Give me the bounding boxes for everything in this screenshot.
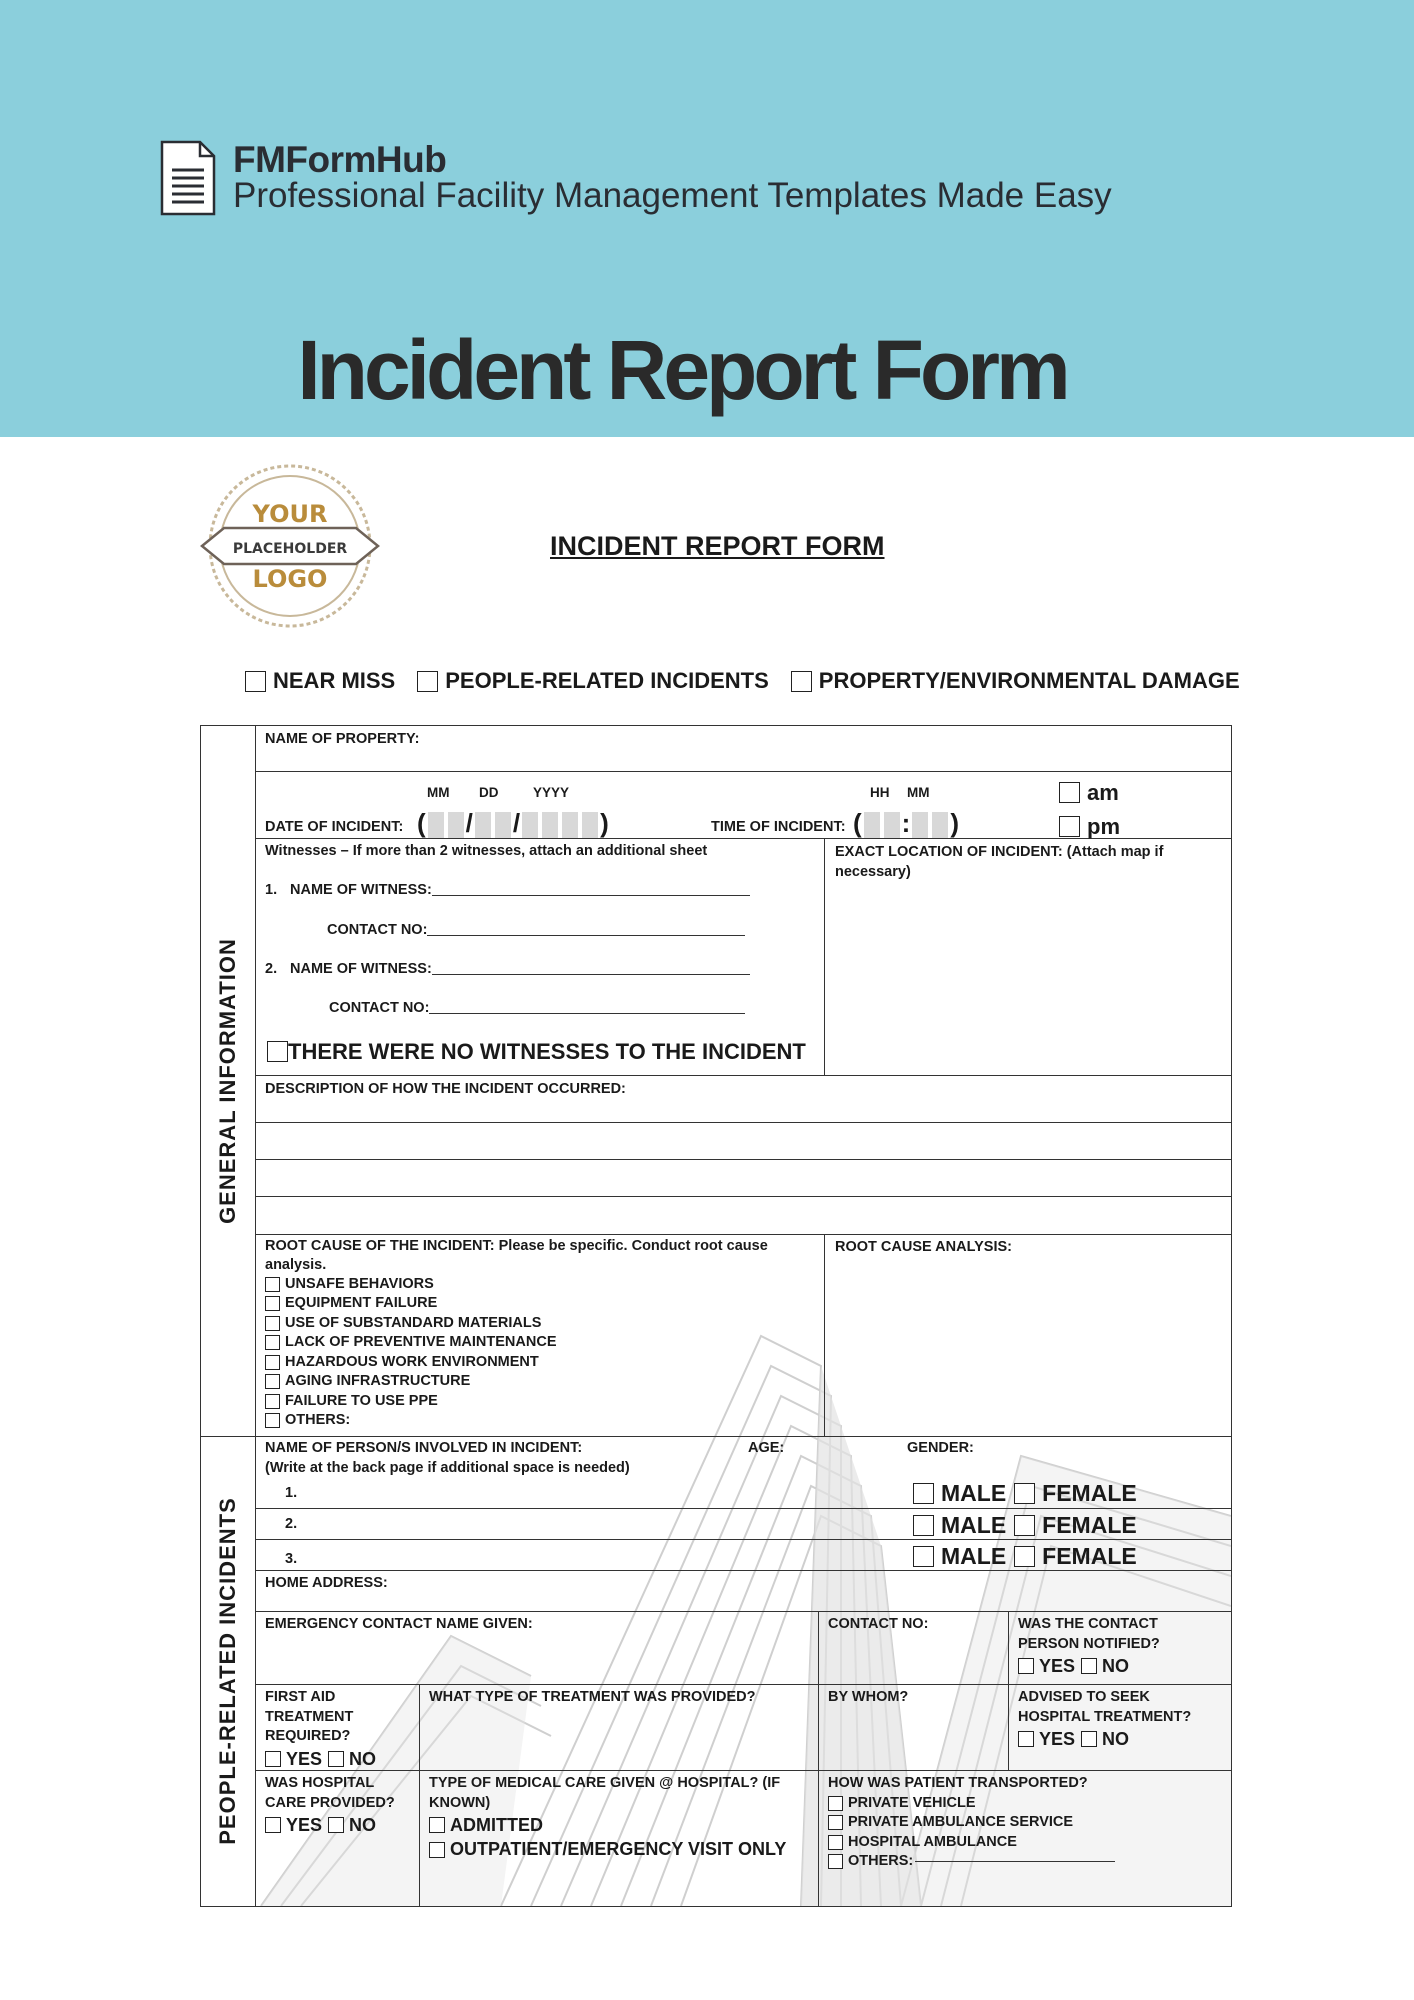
checkbox[interactable] xyxy=(265,1296,280,1311)
page-title: Incident Report Form xyxy=(297,323,1067,417)
witness-2-number: 2. xyxy=(265,961,278,977)
emergency-contact-field[interactable]: EMERGENCY CONTACT NAME GIVEN: xyxy=(265,1616,533,1632)
witness-2-name-field[interactable]: NAME OF WITNESS: xyxy=(290,960,750,980)
incident-form-table xyxy=(200,725,1232,1907)
checkbox[interactable] xyxy=(265,1316,280,1331)
witness-header: Witnesses – If more than 2 witnesses, attach an additional sheet xyxy=(265,843,708,859)
root-cause-label: ROOT CAUSE OF THE INCIDENT: Please be specific. Conduct root cause analysis. xyxy=(265,1238,768,1273)
first-aid-field: FIRST AID TREATMENT REQUIRED? YES NO xyxy=(255,1684,419,1770)
root-cause-item[interactable]: USE OF SUBSTANDARD MATERIALS xyxy=(265,1314,814,1334)
checkbox[interactable] xyxy=(429,1842,445,1858)
persons-label: NAME OF PERSON/S INVOLVED IN INCIDENT: xyxy=(265,1440,583,1456)
date-input[interactable]: ( / / ) xyxy=(417,808,609,838)
advised-hospital-options: YES NO xyxy=(1018,1727,1221,1751)
logo-text-placeholder: PLACEHOLDER xyxy=(232,541,348,557)
female-checkbox[interactable] xyxy=(1014,1546,1035,1567)
hospital-care-options: YES NO xyxy=(265,1813,409,1837)
time-hh-header: HH xyxy=(870,785,890,800)
logo-text-logo: LOGO xyxy=(252,565,328,593)
checkbox[interactable] xyxy=(265,1335,280,1350)
near-miss-option[interactable]: NEAR MISS xyxy=(245,668,395,694)
date-time-row xyxy=(255,772,1231,839)
transport-field: HOW WAS PATIENT TRANSPORTED? PRIVATE VEHICLE PRIVATE AMBULANCE SERVICE HOSPITAL AMBULANCE OTHERS: xyxy=(818,1770,1231,1906)
exact-location-field[interactable]: EXACT LOCATION OF INCIDENT: (Attach map if necessary) xyxy=(825,839,1231,1076)
age-label: AGE: xyxy=(748,1440,785,1456)
people-related-section-label: PEOPLE-RELATED INCIDENTS xyxy=(201,1436,256,1906)
witness-section xyxy=(255,839,825,1076)
no-checkbox[interactable] xyxy=(1081,1731,1097,1747)
admitted-option[interactable]: ADMITTED xyxy=(429,1813,808,1837)
checkbox[interactable] xyxy=(429,1817,445,1833)
emergency-contact-number-field[interactable]: CONTACT NO: xyxy=(828,1616,929,1632)
property-damage-option[interactable]: PROPERTY/ENVIRONMENTAL DAMAGE xyxy=(791,668,1240,694)
am-option[interactable]: am xyxy=(1059,778,1119,808)
hospital-care-field: WAS HOSPITAL CARE PROVIDED? YES NO xyxy=(255,1770,419,1906)
description-field[interactable]: DESCRIPTION OF HOW THE INCIDENT OCCURRED: xyxy=(265,1081,626,1097)
time-label: TIME OF INCIDENT: xyxy=(711,819,846,835)
root-cause-item[interactable]: FAILURE TO USE PPE xyxy=(265,1392,814,1412)
checkbox[interactable] xyxy=(245,671,266,692)
checkbox[interactable] xyxy=(828,1835,843,1850)
checkbox[interactable] xyxy=(1059,816,1080,837)
male-checkbox[interactable] xyxy=(913,1483,934,1504)
male-checkbox[interactable] xyxy=(913,1546,934,1567)
person-row-1-gender: MALE FEMALE xyxy=(913,1478,1137,1509)
yes-checkbox[interactable] xyxy=(1018,1731,1034,1747)
advised-hospital-field: ADVISED TO SEEK HOSPITAL TREATMENT? YES NO xyxy=(1008,1684,1231,1770)
home-address-field[interactable]: HOME ADDRESS: xyxy=(265,1575,388,1591)
incident-type-options xyxy=(245,668,1240,694)
person-row-1-number: 1. xyxy=(285,1485,298,1501)
root-cause-item[interactable]: UNSAFE BEHAVIORS xyxy=(265,1275,814,1295)
document-icon xyxy=(160,140,216,216)
gender-label: GENDER: xyxy=(907,1440,974,1456)
by-whom-field[interactable]: BY WHOM? xyxy=(828,1689,909,1705)
no-checkbox[interactable] xyxy=(1081,1658,1097,1674)
treatment-type-field[interactable]: WHAT TYPE OF TREATMENT WAS PROVIDED? xyxy=(429,1689,756,1705)
root-cause-item[interactable]: HAZARDOUS WORK ENVIRONMENT xyxy=(265,1353,814,1373)
transport-options xyxy=(828,1794,1221,1872)
checkbox[interactable] xyxy=(828,1815,843,1830)
person-row-2[interactable]: 2. MALE FEMALE xyxy=(255,1508,1231,1539)
form-title: INCIDENT REPORT FORM xyxy=(550,531,885,561)
pm-option[interactable]: pm xyxy=(1059,812,1120,842)
persons-involved-header xyxy=(255,1436,1231,1508)
root-cause-item[interactable]: LACK OF PREVENTIVE MAINTENANCE xyxy=(265,1333,814,1353)
placeholder-logo xyxy=(196,462,384,630)
time-input[interactable]: ( : ) xyxy=(853,808,960,838)
no-checkbox[interactable] xyxy=(328,1751,344,1767)
root-cause-item[interactable]: EQUIPMENT FAILURE xyxy=(265,1294,814,1314)
yes-checkbox[interactable] xyxy=(1018,1658,1034,1674)
person-row-2-gender: MALE FEMALE xyxy=(913,1510,1137,1541)
transport-option[interactable]: PRIVATE AMBULANCE SERVICE xyxy=(828,1813,1221,1833)
date-label: DATE OF INCIDENT: xyxy=(265,819,404,835)
witness-1-contact-field[interactable]: CONTACT NO: xyxy=(327,921,745,941)
person-row-3-gender: MALE FEMALE xyxy=(913,1541,1137,1572)
transport-option[interactable]: PRIVATE VEHICLE xyxy=(828,1794,1221,1814)
checkbox[interactable] xyxy=(267,1041,288,1062)
date-dd-header: DD xyxy=(479,785,499,800)
brand-tagline: Professional Facility Management Templates Made Easy xyxy=(233,176,1112,215)
checkbox[interactable] xyxy=(265,1394,280,1409)
brand-name: FMFormHub xyxy=(233,139,447,180)
checkbox[interactable] xyxy=(265,1413,280,1428)
persons-note: (Write at the back page if additional space is needed) xyxy=(265,1460,630,1476)
medical-care-field: TYPE OF MEDICAL CARE GIVEN @ HOSPITAL? (IF KNOWN) ADMITTED OUTPATIENT/EMERGENCY VISIT ONLY xyxy=(419,1770,818,1906)
first-aid-options: YES NO xyxy=(265,1747,409,1771)
witness-1-number: 1. xyxy=(265,882,278,898)
checkbox[interactable] xyxy=(828,1854,843,1869)
transport-option[interactable]: OTHERS: xyxy=(828,1852,1221,1872)
no-checkbox[interactable] xyxy=(328,1817,344,1833)
checkbox[interactable] xyxy=(1059,782,1080,803)
root-cause-analysis-field[interactable]: ROOT CAUSE ANALYSIS: xyxy=(835,1239,1012,1255)
checkbox[interactable] xyxy=(791,671,812,692)
checkbox[interactable] xyxy=(265,1374,280,1389)
people-related-option[interactable]: PEOPLE-RELATED INCIDENTS xyxy=(417,668,769,694)
contact-notified-field: WAS THE CONTACT PERSON NOTIFIED? YES NO xyxy=(1008,1611,1231,1684)
time-mm-header: MM xyxy=(907,785,930,800)
general-information-section-label: GENERAL INFORMATION xyxy=(201,726,256,1437)
checkbox[interactable] xyxy=(265,1355,280,1370)
witness-1-name-field[interactable]: NAME OF WITNESS: xyxy=(290,881,750,901)
checkbox[interactable] xyxy=(828,1796,843,1811)
date-mm-header: MM xyxy=(427,785,450,800)
female-checkbox[interactable] xyxy=(1014,1515,1035,1536)
female-checkbox[interactable] xyxy=(1014,1483,1035,1504)
yes-checkbox[interactable] xyxy=(265,1817,281,1833)
transport-option[interactable]: HOSPITAL AMBULANCE xyxy=(828,1833,1221,1853)
checkbox[interactable] xyxy=(417,671,438,692)
root-cause-item[interactable]: AGING INFRASTRUCTURE xyxy=(265,1372,814,1392)
witness-2-contact-field[interactable]: CONTACT NO: xyxy=(329,999,745,1019)
date-yyyy-header: YYYY xyxy=(533,785,570,800)
no-witnesses-option[interactable]: THERE WERE NO WITNESSES TO THE INCIDENT xyxy=(267,1037,806,1067)
property-name-field[interactable]: NAME OF PROPERTY: xyxy=(255,726,1231,772)
root-cause-item[interactable]: OTHERS: xyxy=(265,1411,814,1431)
outpatient-option[interactable]: OUTPATIENT/EMERGENCY VISIT ONLY xyxy=(429,1837,808,1861)
contact-notified-options: YES NO xyxy=(1018,1654,1221,1678)
person-row-3[interactable]: 3. MALE FEMALE xyxy=(255,1539,1231,1570)
root-cause-list xyxy=(265,1275,814,1431)
yes-checkbox[interactable] xyxy=(265,1751,281,1767)
root-cause-section xyxy=(255,1234,825,1436)
checkbox[interactable] xyxy=(265,1277,280,1292)
male-checkbox[interactable] xyxy=(913,1515,934,1536)
logo-text-your: YOUR xyxy=(252,500,328,528)
